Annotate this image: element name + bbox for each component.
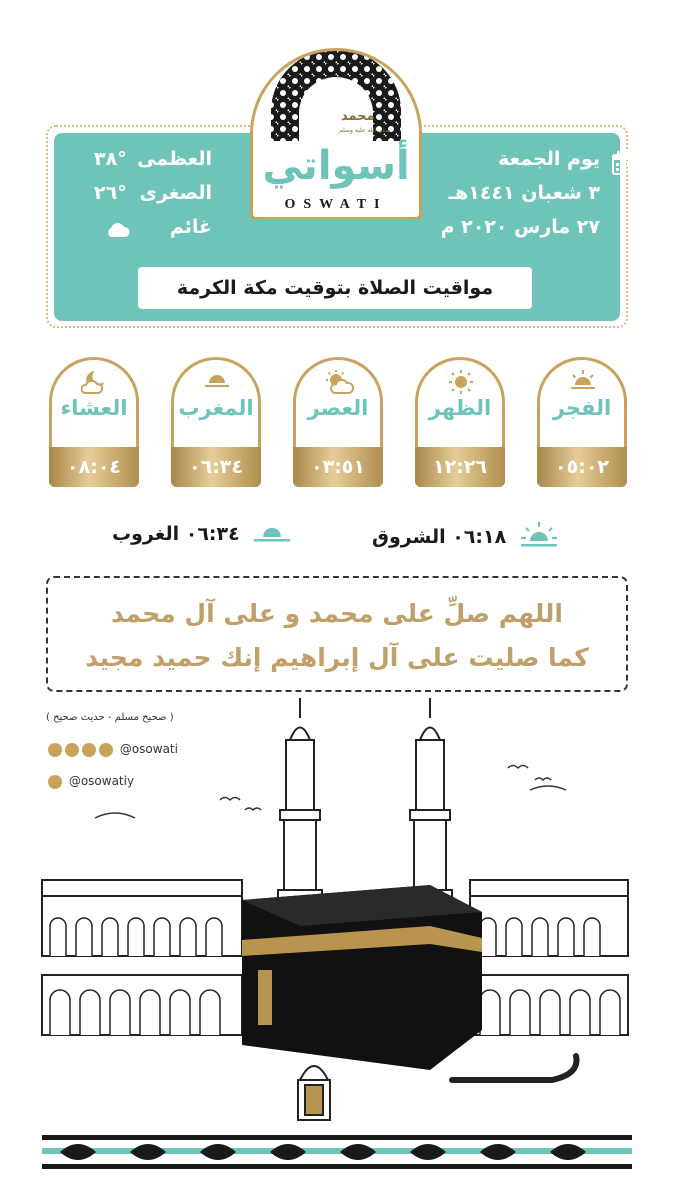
prayer-time: ١٢:٢٦ (415, 447, 505, 487)
birds-icon (95, 766, 566, 819)
prayer-name: الفجر (552, 396, 612, 420)
sunset-label: الغروب (112, 523, 180, 545)
sun-icon (447, 370, 475, 394)
dua-box (46, 576, 628, 692)
prayer-card-asr (293, 357, 383, 487)
prayer-name: العشاء (60, 396, 128, 420)
prayer-time: ٠٥:٠٢ (537, 447, 627, 487)
sunrise-icon (569, 370, 597, 390)
prayer-card-fajr (537, 357, 627, 487)
sunset-time: ٠٦:٣٤ (185, 523, 240, 545)
oswati-logo (250, 48, 422, 220)
hijri-date: ٣ شعبان ١٤٤١هـ (448, 182, 600, 204)
social-handle-1[interactable]: @osowati (119, 742, 178, 756)
max-temp-row (88, 148, 248, 182)
lantern-icon (298, 1066, 330, 1120)
dua-line-2: كما صليت على آل إبراهيم إنك حميد مجيد (85, 643, 589, 672)
bottom-border (42, 1135, 632, 1169)
logo-blessing: صلى الله عليه وسلم (339, 127, 390, 134)
prayer-time: ٠٦:٣٤ (171, 447, 261, 487)
prayer-name: العصر (307, 396, 369, 420)
sunset-icon (252, 521, 292, 543)
gregorian-date: ٢٧ مارس ٢٠٢٠ م (440, 216, 600, 238)
dua-line-1: اللهم صلِّ على محمد و على آل محمد (110, 599, 563, 628)
kaaba-illustration (0, 690, 674, 1190)
weather-block (88, 148, 248, 250)
sunset-icon (203, 370, 231, 388)
weather-condition: غائم (169, 216, 212, 238)
max-temp-label: العظمى (137, 148, 212, 170)
min-temp-row (88, 182, 248, 216)
sunrise-time: ٠٦:١٨ (452, 526, 507, 548)
prayer-time: ٠٨:٠٤ (49, 447, 139, 487)
cloud-icon (106, 222, 130, 238)
logo-brand-english: OSWATI (284, 197, 388, 212)
prayer-name: الظهر (428, 396, 492, 420)
kaaba-icon (242, 885, 482, 1070)
hadith-source: ( صحيح مسلم - حديث صحيح ) (46, 712, 174, 723)
min-temp-value: ٢٦° (94, 182, 127, 204)
min-temp-label: الصغرى (139, 182, 212, 204)
prayer-name: المغرب (178, 396, 254, 420)
sunrise-label: الشروق (372, 526, 446, 548)
social-handle-2[interactable]: @osowatiy (68, 774, 135, 788)
logo-name: محمد (341, 109, 375, 124)
calendar-icon (612, 151, 634, 175)
logo-brand-arabic: أسواتي (262, 143, 410, 189)
hijr-ismail-icon (452, 1056, 577, 1080)
prayer-time: ٠٣:٥١ (293, 447, 383, 487)
sunrise-row (372, 521, 559, 553)
prayer-card-dhuhr (415, 357, 505, 487)
prayer-card-maghrib (171, 357, 261, 487)
sun-cloud-icon (325, 370, 355, 394)
mashrabiya-pattern-icon (253, 51, 419, 141)
day-label: يوم الجمعة (498, 148, 600, 170)
moon-cloud-icon (81, 370, 111, 394)
sunset-row (112, 521, 292, 553)
prayer-times-subtitle: مواقيت الصلاة بتوقيت مكة الكرمة (138, 267, 532, 309)
condition-row (88, 216, 248, 250)
max-temp-value: ٣٨° (94, 148, 127, 170)
prayer-card-isha (49, 357, 139, 487)
sunrise-icon (519, 521, 559, 549)
